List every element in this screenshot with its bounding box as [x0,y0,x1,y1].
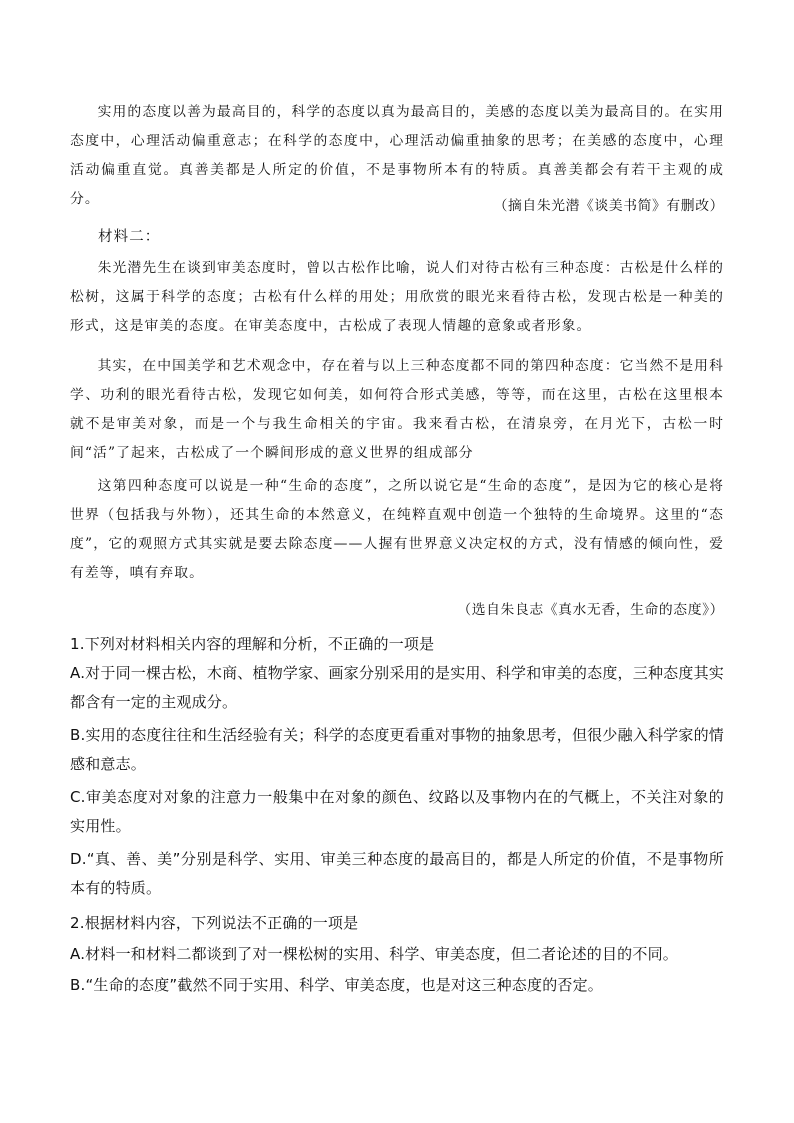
material-two-heading: 材料二： [98,229,161,245]
question-1-option-b: B.实用的态度往往和生活经验有关；科学的态度更看重对事物的抽象思考，但很少融入科学家的情感和意志。 [70,726,724,773]
material-two-source: （选自朱良志《真水无香，生命的态度》） [457,602,724,618]
question-1-option-a: A.对于同一棵古松，木商、植物学家、画家分别采用的是实用、科学和审美的态度，三种态度其实都含有一定的主观成分。 [70,664,724,711]
question-2-stem: 2.根据材料内容，下列说法不正确的一项是 [70,914,359,932]
question-1-stem: 1.下列对材料相关内容的理解和分析，不正确的一项是 [70,635,435,653]
question-1-option-d: D.“真、善、美”分别是科学、实用、审美三种态度的最高目的，都是人所定的价值，不是事物所本有的特质。 [70,850,724,897]
material-one-source: （摘自朱光潜《谈美书简》有删改） [493,198,724,214]
material-two-paragraph-2: 其实，在中国美学和艺术观念中，存在着与以上三种态度都不同的第四种态度：它当然不是用科学、功利的眼光看待古松，发现它如何美，如何符合形式美感，等等，而在这里，古松在这里根本就不是审美对象，而是一个与我生命相关的宇宙。我来看古松，在清泉旁，在月光下，古松一时间“活”了起来，古松成了一个瞬间形成的意义世界的组成部分 [70,358,724,461]
material-two-paragraph-1: 朱光潜先生在谈到审美态度时，曾以古松作比喻，说人们对待古松有三种态度：古松是什么样的松树，这属于科学的态度；古松有什么样的用处；用欣赏的眼光来看待古松，发现古松是一种美的形式，这是审美的态度。在审美态度中，古松成了表现人情趣的意象或者形象。 [70,260,724,334]
question-2-option-a: A.材料一和材料二都谈到了对一棵松树的实用、科学、审美态度，但二者论述的目的不同。 [70,945,678,963]
material-two-paragraph-3: 这第四种态度可以说是一种“生命的态度”，之所以说它是“生命的态度”，是因为它的核心是将世界（包括我与外物），还其生命的本然意义，在纯粹直观中创造一个独特的生命境界。这里的“态度”，它的观照方式其实就是要去除态度——人握有世界意义决定权的方式，没有情感的倾向性，爱有差等，嗔有弃取。 [70,478,724,581]
material-one-paragraph: 实用的态度以善为最高目的，科学的态度以真为最高目的，美感的态度以美为最高目的。在实用态度中，心理活动偏重意志；在科学的态度中，心理活动偏重抽象的思考；在美感的态度中，心理活动偏重直觉。真善美都是人所定的价值，不是事物所本有的特质。真善美都会有若干主观的成分。 [70,104,724,207]
question-1-option-c: C.审美态度对对象的注意力一般集中在对象的颜色、纹路以及事物内在的气概上，不关注对象的实用性。 [70,788,724,835]
question-2-option-b: B.“生命的态度”截然不同于实用、科学、审美态度，也是对这三种态度的否定。 [70,976,604,994]
